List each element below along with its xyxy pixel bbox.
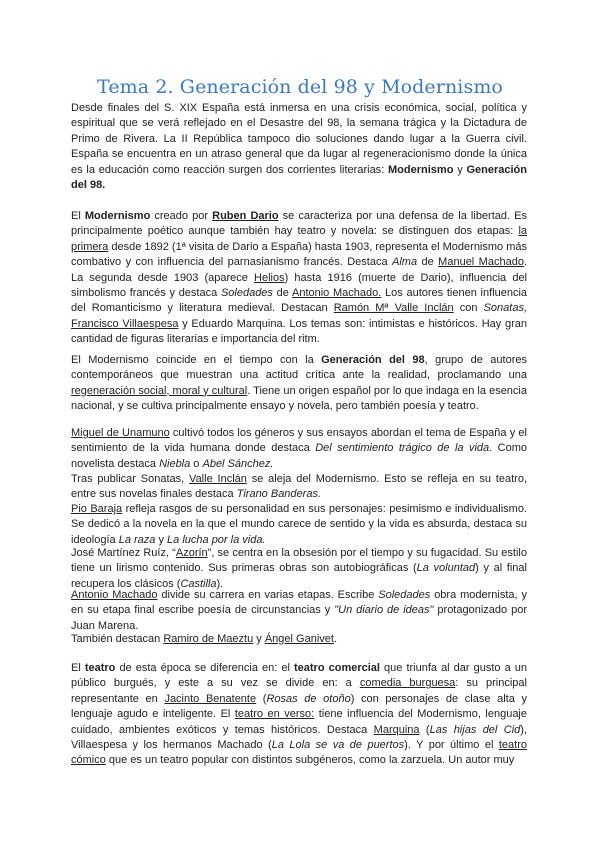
- link-maeztu[interactable]: Ramiro de Maeztu: [163, 633, 254, 645]
- intro-paragraph: [71, 101, 527, 193]
- link-azorin[interactable]: Azorín: [175, 547, 208, 559]
- text: que es un teatro popular con distintos subgéneros, como la zarzuela. Un autor muy: [105, 754, 515, 767]
- text: Desde finales del S. XIX España está inmersa en una crisis económica, social, política y espiritual que se verá reflejado en el Desastre del 98, la semana trágica y la Dictadura de Primo de Rivera. La II República tampoco dio soluciones dando lugar a la Guerra civil. España se encuentra en un atraso general que da lugar al regeneracionismo donde la única es la educación como reacción surgen dos corrientes literarias:: [71, 102, 527, 176]
- text: Tras publicar Sonatas,: [71, 473, 190, 485]
- underlined-text[interactable]: comedia burguesa: [359, 677, 456, 690]
- text: (: [419, 723, 430, 736]
- text: obra modernista, y en su etapa final escribe poesía de circunstancias y: [71, 589, 527, 617]
- text: .: [333, 633, 338, 645]
- link-pio-baroja[interactable]: Pio Baraja: [71, 503, 123, 515]
- bold-text: Modernismo: [84, 210, 151, 222]
- underlined-text[interactable]: teatro cómico: [71, 739, 527, 767]
- text: que triunfa al dar gusto a un público burgués, y este a su vez se divide en: a: [71, 662, 527, 690]
- underlined-text[interactable]: la primera: [71, 225, 527, 253]
- generacion-98-paragraph: [71, 353, 527, 415]
- italic-text: Niebla: [159, 457, 191, 470]
- link-valle-inclan[interactable]: Valle Inclán: [189, 473, 247, 485]
- italic-text: Abel Sánchez.: [202, 457, 274, 470]
- text: tiene influencia del Modernismo, lenguaje cuidado, ambientes exóticos y temas históricos. Destaca: [71, 708, 527, 736]
- italic-text: Del sentimiento trágico de la vida: [315, 442, 490, 455]
- text: ) con personajes de clase alta y lenguaje agudo e inteligente. El: [71, 692, 527, 721]
- italic-text: Rosas de otoño: [266, 692, 351, 705]
- text: y Eduardo Marquina. Los temas son: intimistas e históricos. Hay gran cantidad de figuras literarias e importancia del ritm.: [71, 317, 528, 346]
- italic-text: La lucha por la vida.: [167, 533, 266, 546]
- teatro-paragraph: [71, 661, 527, 769]
- text: , grupo de autores contemporáneos que muestran una actitud crítica ante la realidad, proclamando una: [71, 354, 527, 382]
- text: creado por: [150, 210, 213, 222]
- unamuno-paragraph: [71, 426, 527, 472]
- text: ) hasta 1916 (muerte de Dario), influencia del simbolismo francés y destaca: [71, 271, 528, 300]
- text: : su principal representante en: [71, 677, 527, 705]
- text: El: [71, 210, 85, 222]
- italic-text: Sonatas,: [483, 302, 527, 315]
- italic-text: Tirano Banderas.: [236, 488, 322, 501]
- azorin-paragraph: [71, 546, 527, 592]
- link-antonio-machado[interactable]: Antonio Machado.: [291, 287, 382, 300]
- text: El: [71, 662, 85, 674]
- text: de esta época se diferencia en: el: [115, 662, 294, 674]
- italic-text: La raza: [118, 533, 156, 546]
- text: con: [453, 302, 484, 315]
- italic-text: Castilla: [180, 577, 217, 590]
- link-unamuno[interactable]: Miguel de Unamuno: [71, 427, 170, 439]
- text: de: [272, 287, 292, 300]
- valle-inclan-paragraph: [71, 472, 527, 503]
- link-valle-inclan[interactable]: Ramón Mª Valle Inclán: [333, 302, 454, 315]
- text: refleja rasgos de su personalidad en sus personajes: pesimismo e individualismo. Se dedicó a la novela en la que el mundo carece de sentido y la vida es absurda, destaca su ideología: [71, 503, 527, 546]
- bold-text: Generación del 98: [321, 354, 425, 366]
- link-marquina[interactable]: Marquina: [373, 723, 420, 736]
- text: desde 1892 (1ª visita de Dario a España) hasta 1903, representa el Modernismo más combativo y con influencia del parnasianismo francés. Destaca: [71, 240, 527, 269]
- italic-text: Soledades: [378, 589, 431, 601]
- bold-text: teatro: [84, 662, 116, 674]
- baroja-paragraph: [71, 502, 527, 548]
- text: ). Y por último el: [404, 739, 499, 752]
- text: de: [417, 256, 439, 269]
- text: o: [190, 457, 203, 470]
- text: ), Villaespesa y los hermanos Machado (: [71, 723, 527, 752]
- underlined-text[interactable]: teatro en verso:: [234, 708, 315, 721]
- link-manuel-machado[interactable]: Manuel Machado: [438, 256, 524, 269]
- page-title: Tema 2. Generación del 98 y Modernismo: [97, 76, 503, 98]
- text: ).: [216, 577, 224, 590]
- text: ) y al final recupera los clásicos (: [71, 562, 527, 590]
- text: se caracteriza por una defensa de la libertad. Es principalmente poético aunque también hay teatro y novela: se distinguen dos etapas:: [71, 210, 527, 238]
- text: y: [253, 633, 265, 645]
- italic-text: La voluntad: [416, 562, 476, 575]
- modernismo-paragraph: [71, 209, 527, 348]
- italic-text: Soledades: [220, 287, 273, 300]
- text: ”, se centra en la obsesión por el tiempo y su fugacidad. Su estilo tiene un lirismo contenido. Sus primeras obras son autobiográficas (: [71, 547, 527, 575]
- text: y: [453, 163, 467, 176]
- text: cultivó todos los géneros y sus ensayos abordan el tema de España y el sentimiento de la vida humana donde destaca: [71, 427, 527, 455]
- text: (: [256, 692, 267, 705]
- bold-text: teatro comercial: [294, 662, 380, 674]
- link-ruben-dario[interactable]: Ruben Dario: [212, 210, 279, 222]
- link-benavente[interactable]: Jacinto Benatente: [164, 692, 257, 705]
- text: . Tiene un origen español por lo que indaga en la esencia nacional, y se cultiva principalmente ensayo y novela, pero también poesía y teatro.: [71, 384, 527, 413]
- underlined-text[interactable]: regeneración social, moral y cultural: [71, 384, 248, 397]
- italic-text: Alma: [392, 256, 418, 269]
- italic-text: La Lola se va de puertos: [271, 739, 405, 752]
- text: . Como novelista destaca: [71, 442, 527, 470]
- text: También destacan: [71, 633, 164, 645]
- italic-text: Las hijas del Cid: [429, 723, 521, 736]
- text: El Modernismo coincide en el tiempo con la: [71, 354, 322, 366]
- text: . La segunda desde 1903 (aparece: [71, 256, 527, 284]
- link-antonio-machado[interactable]: Antonio Machado: [71, 589, 158, 601]
- text: divide su carrera en varias etapas. Escribe: [157, 589, 379, 601]
- underlined-text[interactable]: Helios: [254, 271, 285, 284]
- link-ganivet[interactable]: Ángel Ganivet: [264, 633, 334, 645]
- italic-text: "Un diario de ideas": [334, 604, 434, 617]
- antonio-machado-paragraph: [71, 588, 527, 634]
- text: protagonizado por Juan Marena.: [71, 604, 527, 632]
- bold-text: Generación del 98.: [71, 163, 527, 192]
- text: Los autores tienen influencia del Romanticismo y literatura medieval. Destacan: [71, 287, 528, 315]
- bold-text: Modernismo: [388, 163, 454, 176]
- text: y: [155, 533, 168, 546]
- text: José Martínez Ruíz, “: [71, 547, 176, 559]
- text: se aleja del Modernismo. Esto se refleja en su teatro, entre sus novelas finales destaca: [71, 473, 527, 501]
- tambien-destacan-paragraph: [71, 632, 527, 647]
- link-villaespesa[interactable]: Francisco Villaespesa: [71, 317, 179, 330]
